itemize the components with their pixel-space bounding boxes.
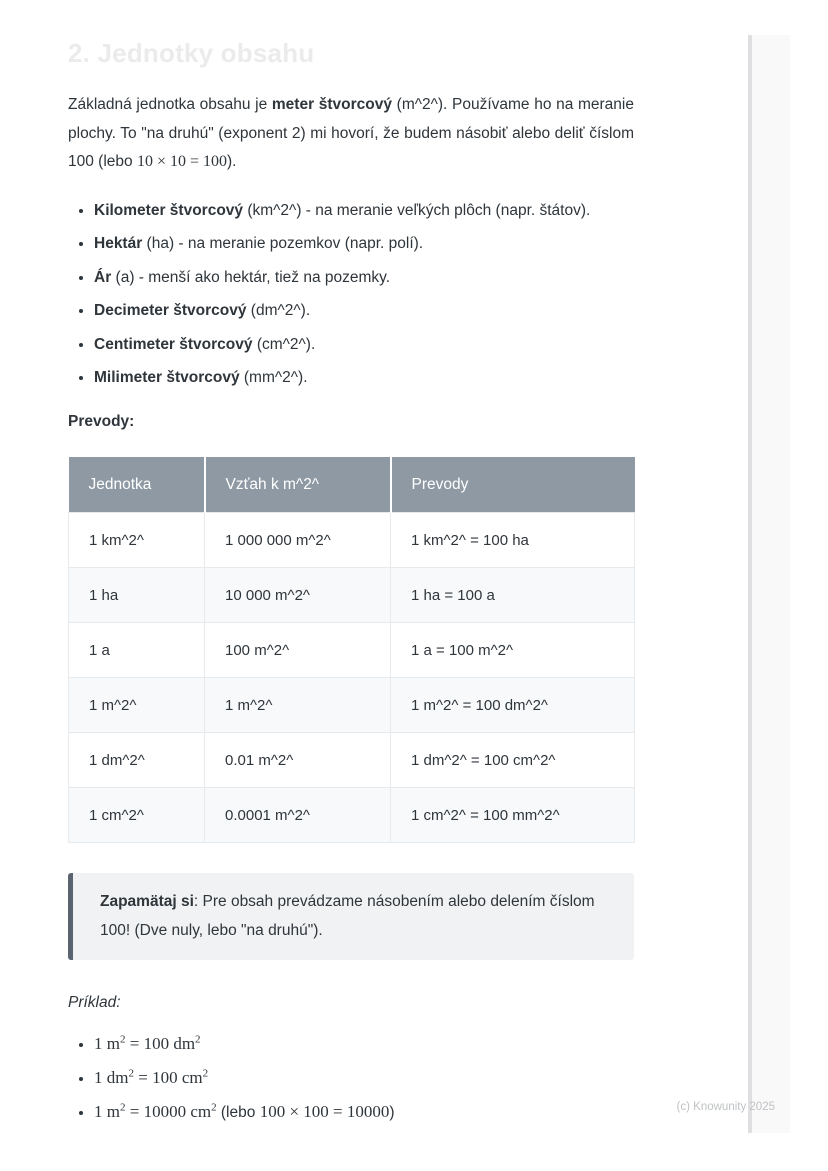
table-header-row (69, 457, 635, 513)
table-cell: 10 000 m^2^ (205, 568, 391, 623)
table-cell: 1 ha (69, 568, 205, 623)
example-list-item: • 1 $m^2 = 10000$ $cm^2$ (lebo 100 × 100 = 10000) (94, 1102, 634, 1123)
table-row (69, 568, 635, 623)
intro-math-expression: 10 × 10 = 100 (136, 153, 227, 170)
example-list (68, 1034, 634, 1123)
table-cell: 0.0001 m^2^ (205, 788, 391, 843)
remember-callout (68, 873, 634, 960)
table-cell: 1 a (69, 623, 205, 678)
page-edge-fill (752, 35, 790, 1133)
table-cell: 100 m^2^ (205, 623, 391, 678)
table-row (69, 788, 635, 843)
table-cell: 0.01 m^2^ (205, 733, 391, 788)
unit-list-item: • Ár (a) - menší ako hektár, tiež na pozemky. (94, 268, 634, 288)
units-list (68, 201, 634, 389)
table-cell: 1 km^2^ (69, 513, 205, 568)
callout-bold-lead: Zapamätaj si (100, 893, 194, 910)
table-body (69, 513, 635, 843)
intro-text-end: ). (227, 153, 237, 170)
table-cell: 1 a = 100 m^2^ (391, 623, 635, 678)
copyright-footer: (c) Knowunity 2025 (676, 1101, 775, 1113)
page-title: 2. Jednotky obsahu (68, 38, 315, 68)
example-label: Príklad: (68, 994, 121, 1011)
column-header: Jednotka (69, 457, 205, 513)
table-cell: 1 m^2^ (69, 678, 205, 733)
page-edge-divider (748, 35, 790, 1133)
table-cell: 1 dm^2^ (69, 733, 205, 788)
table-cell: 1 000 000 m^2^ (205, 513, 391, 568)
table-cell: 1 dm^2^ = 100 cm^2^ (391, 733, 635, 788)
table-row (69, 733, 635, 788)
table-row (69, 623, 635, 678)
intro-bold-term: meter štvorcový (271, 96, 392, 113)
unit-list-item: • Milimeter štvorcový (mm^2^). (94, 368, 634, 388)
unit-list-item: • Centimeter štvorcový (cm^2^). (94, 335, 634, 355)
table-cell: 1 m^2^ (205, 678, 391, 733)
example-list-item: • 1 $dm^2 = 100$ $cm^2$ (94, 1068, 634, 1088)
unit-list-item: • Decimeter štvorcový (dm^2^). (94, 301, 634, 321)
conversions-label: Prevody: (68, 413, 135, 430)
callout-text: : Pre obsah prevádzame násobením alebo delením číslom 100! (Dve nuly, lebo "na druhú"). (100, 893, 595, 939)
table-cell: 1 ha = 100 a (391, 568, 635, 623)
table-row (69, 513, 635, 568)
table-cell: 1 cm^2^ (69, 788, 205, 843)
table-cell: 1 cm^2^ = 100 mm^2^ (391, 788, 635, 843)
intro-text-start: Základná jednotka obsahu je (68, 96, 272, 113)
unit-list-item: • Hektár (ha) - na meranie pozemkov (napr. polí). (94, 234, 634, 254)
example-list-item: • 1 $m^2 = 100$ $dm^2$ (94, 1034, 634, 1054)
intro-paragraph (68, 91, 634, 177)
column-header: Prevody (391, 457, 635, 513)
table-cell: 1 km^2^ = 100 ha (391, 513, 635, 568)
conversions-table (68, 457, 635, 843)
unit-list-item: • Kilometer štvorcový (km^2^) - na meranie veľkých plôch (napr. štátov). (94, 201, 634, 221)
table-cell: 1 m^2^ = 100 dm^2^ (391, 678, 635, 733)
table-row (69, 678, 635, 733)
column-header: Vzťah k m^2^ (205, 457, 391, 513)
intro-text-mid: (m^2^). Používame ho na meranie plochy. To "na druhú" (exponent 2) mi hovorí, že budem násobiť alebo deliť číslom 100 (lebo (68, 96, 634, 170)
document-content (68, 0, 634, 1137)
